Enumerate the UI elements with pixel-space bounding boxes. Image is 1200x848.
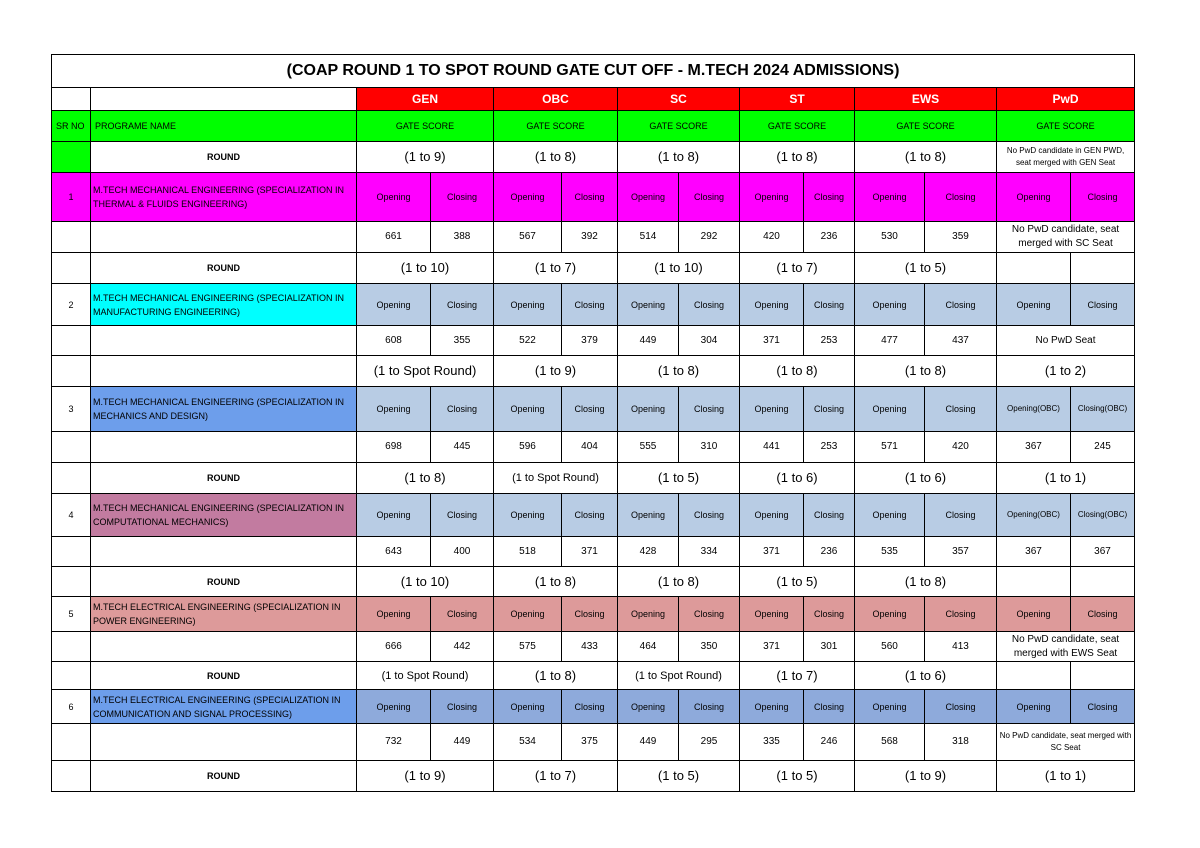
sr-no: 5: [52, 597, 91, 632]
score-value: 292: [679, 222, 740, 253]
round-value: (1 to Spot Round): [618, 662, 740, 690]
round-value: (1 to 7): [494, 761, 618, 792]
score-value: 522: [494, 326, 562, 356]
closing-label: Closing: [804, 387, 855, 432]
score-value: 253: [804, 326, 855, 356]
score-value: 371: [740, 326, 804, 356]
programme-name: M.TECH ELECTRICAL ENGINEERING (SPECIALIZATION IN POWER ENGINEERING): [91, 597, 357, 632]
score-value: 245: [1071, 432, 1135, 463]
closing-label: Closing: [925, 284, 997, 326]
score-value: 335: [740, 724, 804, 761]
blank-cell: [1071, 253, 1135, 284]
closing-label: Closing: [431, 597, 494, 632]
page-title: (COAP ROUND 1 TO SPOT ROUND GATE CUT OFF - M.TECH 2024 ADMISSIONS): [52, 55, 1135, 88]
score-value: 350: [679, 632, 740, 662]
opening-label: Opening: [494, 690, 562, 724]
opening-label: Opening: [740, 173, 804, 222]
score-value: 375: [562, 724, 618, 761]
score-value: 449: [618, 724, 679, 761]
blank-cell: [997, 662, 1071, 690]
pwd-note: No PwD candidate, seat merged with SC Seat: [997, 724, 1135, 761]
blank-cell: [91, 632, 357, 662]
opening-label: Opening: [618, 173, 679, 222]
score-value: 530: [855, 222, 925, 253]
opening-label: Opening: [618, 387, 679, 432]
round-value: (1 to 5): [618, 761, 740, 792]
program-row: [52, 494, 1135, 537]
category-header-pwd: PwD: [997, 88, 1135, 111]
blank-cell: [52, 761, 91, 792]
programme-name: M.TECH MECHANICAL ENGINEERING (SPECIALIZATION IN MECHANICS AND DESIGN): [91, 387, 357, 432]
pwd-note: No PwD candidate in GEN PWD, seat merged with GEN Seat: [997, 142, 1135, 173]
round-label: ROUND: [91, 463, 357, 494]
round-value: (1 to 8): [855, 567, 997, 597]
score-value: 477: [855, 326, 925, 356]
program-row: [52, 690, 1135, 724]
blank-cell: [91, 432, 357, 463]
score-value: 392: [562, 222, 618, 253]
opening-label: Opening: [494, 387, 562, 432]
closing-obc-label: Closing(OBC): [1071, 494, 1135, 537]
score-value: 400: [431, 537, 494, 567]
cutoff-table: [51, 54, 1135, 792]
programme-name: M.TECH ELECTRICAL ENGINEERING (SPECIALIZATION IN COMMUNICATION AND SIGNAL PROCESSING): [91, 690, 357, 724]
opening-label: Opening: [997, 690, 1071, 724]
closing-label: Closing: [804, 173, 855, 222]
round-value: (1 to 5): [740, 567, 855, 597]
closing-label: Closing: [431, 494, 494, 537]
closing-label: Closing: [925, 690, 997, 724]
blank-cell: [1071, 567, 1135, 597]
category-header-st: ST: [740, 88, 855, 111]
score-value: 379: [562, 326, 618, 356]
score-value: 514: [618, 222, 679, 253]
score-value: 371: [740, 632, 804, 662]
blank-cell: [91, 88, 357, 111]
score-value: 560: [855, 632, 925, 662]
opening-label: Opening: [740, 597, 804, 632]
blank-cell: [52, 662, 91, 690]
round-value: (1 to 6): [855, 463, 997, 494]
opening-label: Opening: [740, 387, 804, 432]
values-row: [52, 326, 1135, 356]
round-value: (1 to 5): [618, 463, 740, 494]
score-value: 420: [925, 432, 997, 463]
closing-label: Closing: [562, 597, 618, 632]
score-value: 253: [804, 432, 855, 463]
values-row: [52, 537, 1135, 567]
closing-label: Closing: [562, 173, 618, 222]
opening-label: Opening: [494, 284, 562, 326]
blank-cell: [1071, 662, 1135, 690]
pwd-note: No PwD candidate, seat merged with SC Seat: [997, 222, 1135, 253]
round-value: (1 to 8): [357, 463, 494, 494]
opening-label: Opening: [357, 284, 431, 326]
pwd-note: No PwD Seat: [997, 326, 1135, 356]
opening-label: Opening: [357, 597, 431, 632]
round-value: (1 to 10): [357, 567, 494, 597]
score-value: 295: [679, 724, 740, 761]
score-value: 571: [855, 432, 925, 463]
score-value: 310: [679, 432, 740, 463]
opening-label: Opening: [357, 387, 431, 432]
round-value: (1 to 5): [740, 761, 855, 792]
score-value: 301: [804, 632, 855, 662]
blank-cell: [91, 326, 357, 356]
score-value: 371: [740, 537, 804, 567]
opening-label: Opening: [494, 597, 562, 632]
opening-obc-label: Opening(OBC): [997, 387, 1071, 432]
closing-label: Closing: [925, 597, 997, 632]
closing-label: Closing: [804, 284, 855, 326]
score-value: 318: [925, 724, 997, 761]
blank-cell: [52, 222, 91, 253]
blank-cell: [52, 88, 91, 111]
round-value: (1 to 9): [357, 142, 494, 173]
blank-cell: [52, 567, 91, 597]
round-value: (1 to 7): [740, 662, 855, 690]
round-value: (1 to 10): [357, 253, 494, 284]
sr-no-header: SR NO: [52, 111, 91, 142]
blank-cell: [52, 432, 91, 463]
score-value: 334: [679, 537, 740, 567]
closing-label: Closing: [679, 284, 740, 326]
closing-label: Closing: [679, 690, 740, 724]
closing-label: Closing: [562, 494, 618, 537]
round-value: (1 to 1): [997, 463, 1135, 494]
score-value: 428: [618, 537, 679, 567]
blank-cell: [52, 724, 91, 761]
gate-score-header: GATE SCORE: [618, 111, 740, 142]
opening-obc-label: Opening(OBC): [997, 494, 1071, 537]
score-value: 464: [618, 632, 679, 662]
round-value: (1 to 1): [997, 761, 1135, 792]
round-value: (1 to 8): [740, 142, 855, 173]
closing-label: Closing: [431, 387, 494, 432]
closing-label: Closing: [804, 690, 855, 724]
sr-no: 6: [52, 690, 91, 724]
closing-label: Closing: [562, 284, 618, 326]
round-label: ROUND: [91, 761, 357, 792]
opening-label: Opening: [494, 173, 562, 222]
score-value: 535: [855, 537, 925, 567]
category-header-obc: OBC: [494, 88, 618, 111]
opening-label: Opening: [855, 387, 925, 432]
programme-name: M.TECH MECHANICAL ENGINEERING (SPECIALIZATION IN THERMAL & FLUIDS ENGINEERING): [91, 173, 357, 222]
round-value: (1 to 8): [494, 142, 618, 173]
score-value: 413: [925, 632, 997, 662]
round-value: (1 to 2): [997, 356, 1135, 387]
round-value: (1 to 8): [494, 567, 618, 597]
sr-no: 2: [52, 284, 91, 326]
programme-name-header: PROGRAME NAME: [91, 111, 357, 142]
opening-label: Opening: [357, 494, 431, 537]
round-value: (1 to 9): [357, 761, 494, 792]
programme-name: M.TECH MECHANICAL ENGINEERING (SPECIALIZATION IN MANUFACTURING ENGINEERING): [91, 284, 357, 326]
score-value: 445: [431, 432, 494, 463]
programme-name: M.TECH MECHANICAL ENGINEERING (SPECIALIZATION IN COMPUTATIONAL MECHANICS): [91, 494, 357, 537]
blank-cell: [52, 326, 91, 356]
score-value: 666: [357, 632, 431, 662]
score-value: 236: [804, 537, 855, 567]
closing-label: Closing: [1071, 597, 1135, 632]
values-row: [52, 432, 1135, 463]
score-value: 359: [925, 222, 997, 253]
closing-label: Closing: [804, 494, 855, 537]
score-value: 441: [740, 432, 804, 463]
sr-no: 4: [52, 494, 91, 537]
opening-label: Opening: [494, 494, 562, 537]
score-value: 420: [740, 222, 804, 253]
score-value: 555: [618, 432, 679, 463]
round-value: (1 to 8): [740, 356, 855, 387]
blank-cell: [91, 537, 357, 567]
gate-score-header: GATE SCORE: [357, 111, 494, 142]
round-value: (1 to 9): [494, 356, 618, 387]
score-value: 246: [804, 724, 855, 761]
opening-label: Opening: [618, 284, 679, 326]
opening-label: Opening: [357, 173, 431, 222]
category-header-ews: EWS: [855, 88, 997, 111]
opening-label: Opening: [618, 597, 679, 632]
round-value: (1 to 7): [740, 253, 855, 284]
score-value: 437: [925, 326, 997, 356]
score-value: 404: [562, 432, 618, 463]
round-value: (1 to 5): [855, 253, 997, 284]
score-value: 304: [679, 326, 740, 356]
closing-label: Closing: [562, 690, 618, 724]
category-header-sc: SC: [618, 88, 740, 111]
closing-label: Closing: [562, 387, 618, 432]
opening-label: Opening: [740, 284, 804, 326]
score-value: 357: [925, 537, 997, 567]
round-label: ROUND: [91, 567, 357, 597]
round-label: ROUND: [91, 253, 357, 284]
opening-label: Opening: [855, 173, 925, 222]
score-value: 596: [494, 432, 562, 463]
closing-obc-label: Closing(OBC): [1071, 387, 1135, 432]
score-value: 367: [997, 432, 1071, 463]
closing-label: Closing: [925, 494, 997, 537]
score-value: 575: [494, 632, 562, 662]
blank-cell: [52, 537, 91, 567]
pwd-note: No PwD candidate, seat merged with EWS Seat: [997, 632, 1135, 662]
closing-label: Closing: [431, 173, 494, 222]
gate-score-header: GATE SCORE: [494, 111, 618, 142]
round-value: (1 to 6): [740, 463, 855, 494]
blank-cell: [52, 142, 91, 173]
blank-cell: [91, 724, 357, 761]
opening-label: Opening: [997, 173, 1071, 222]
opening-label: Opening: [740, 494, 804, 537]
opening-label: Opening: [997, 284, 1071, 326]
score-value: 442: [431, 632, 494, 662]
opening-label: Opening: [855, 494, 925, 537]
closing-label: Closing: [679, 173, 740, 222]
closing-label: Closing: [679, 597, 740, 632]
score-value: 567: [494, 222, 562, 253]
score-value: 236: [804, 222, 855, 253]
blank-cell: [52, 463, 91, 494]
score-value: 388: [431, 222, 494, 253]
score-value: 367: [1071, 537, 1135, 567]
blank-cell: [997, 253, 1071, 284]
round-value: (1 to 8): [618, 142, 740, 173]
closing-label: Closing: [679, 387, 740, 432]
score-value: 433: [562, 632, 618, 662]
gate-score-header: GATE SCORE: [855, 111, 997, 142]
blank-cell: [91, 356, 357, 387]
opening-label: Opening: [855, 284, 925, 326]
round-value: (1 to 8): [618, 356, 740, 387]
round-value: (1 to Spot Round): [494, 463, 618, 494]
blank-cell: [52, 356, 91, 387]
closing-label: Closing: [925, 173, 997, 222]
round-value: (1 to 8): [855, 356, 997, 387]
sr-no: 3: [52, 387, 91, 432]
closing-label: Closing: [1071, 173, 1135, 222]
blank-cell: [52, 253, 91, 284]
values-row: [52, 632, 1135, 662]
closing-label: Closing: [925, 387, 997, 432]
score-value: 449: [618, 326, 679, 356]
score-value: 643: [357, 537, 431, 567]
score-value: 698: [357, 432, 431, 463]
program-row: [52, 387, 1135, 432]
round-value: (1 to 9): [855, 761, 997, 792]
score-value: 608: [357, 326, 431, 356]
closing-label: Closing: [431, 690, 494, 724]
program-row: [52, 284, 1135, 326]
opening-label: Opening: [855, 690, 925, 724]
round-value: (1 to 8): [855, 142, 997, 173]
score-value: 732: [357, 724, 431, 761]
category-header-gen: GEN: [357, 88, 494, 111]
opening-label: Opening: [997, 597, 1071, 632]
closing-label: Closing: [804, 597, 855, 632]
round-value: (1 to 8): [494, 662, 618, 690]
program-row: [52, 173, 1135, 222]
blank-cell: [52, 632, 91, 662]
score-value: 568: [855, 724, 925, 761]
gate-score-header: GATE SCORE: [740, 111, 855, 142]
opening-label: Opening: [618, 494, 679, 537]
opening-label: Opening: [618, 690, 679, 724]
score-value: 355: [431, 326, 494, 356]
score-value: 367: [997, 537, 1071, 567]
program-row: [52, 597, 1135, 632]
values-row: [52, 724, 1135, 761]
round-value: (1 to 7): [494, 253, 618, 284]
round-value: (1 to 8): [618, 567, 740, 597]
round-value: (1 to 6): [855, 662, 997, 690]
round-label: ROUND: [91, 662, 357, 690]
sr-no: 1: [52, 173, 91, 222]
opening-label: Opening: [357, 690, 431, 724]
closing-label: Closing: [431, 284, 494, 326]
round-label: ROUND: [91, 142, 357, 173]
round-value: (1 to Spot Round): [357, 356, 494, 387]
opening-label: Opening: [740, 690, 804, 724]
round-value: (1 to 10): [618, 253, 740, 284]
score-value: 661: [357, 222, 431, 253]
gate-score-header: GATE SCORE: [997, 111, 1135, 142]
score-value: 534: [494, 724, 562, 761]
opening-label: Opening: [855, 597, 925, 632]
closing-label: Closing: [1071, 284, 1135, 326]
blank-cell: [997, 567, 1071, 597]
blank-cell: [91, 222, 357, 253]
closing-label: Closing: [679, 494, 740, 537]
score-value: 371: [562, 537, 618, 567]
score-value: 518: [494, 537, 562, 567]
round-value: (1 to Spot Round): [357, 662, 494, 690]
values-row: [52, 222, 1135, 253]
score-value: 449: [431, 724, 494, 761]
closing-label: Closing: [1071, 690, 1135, 724]
